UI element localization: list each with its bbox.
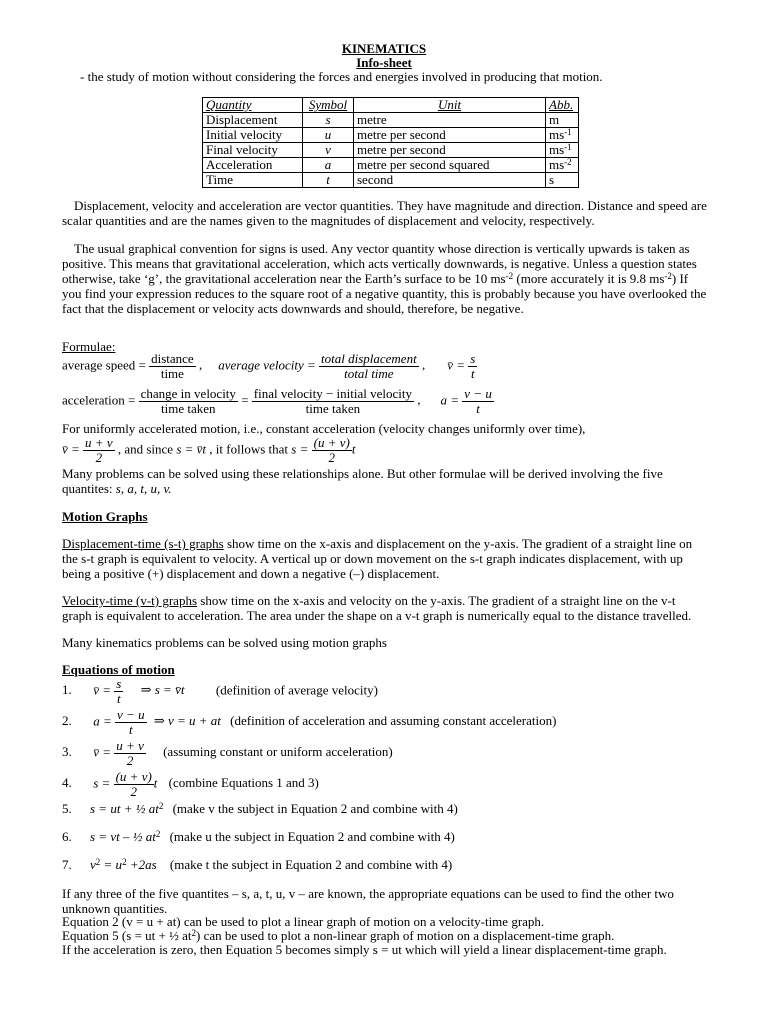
page-title: KINEMATICS	[341, 41, 427, 56]
table-cell: metre per second squared	[354, 158, 546, 173]
intro-text: - the study of motion without considering the forces and energies involved in producing that motion.	[80, 69, 603, 84]
formula-average-velocity: v̄ = $\frac{u + v}{2}$ , and since s = v̄t , it follows that s = $\frac{(u + v)}{2}$ t	[62, 435, 356, 465]
table-cell: second	[354, 173, 546, 188]
table-header-row	[203, 98, 579, 113]
table-header: Unit	[354, 98, 546, 113]
sign-convention-paragraph: The usual graphical convention for signs is used. Any vector quantity whose direction is vertically upwards is taken as positive. This means that gravitational acceleration, which acts vertically downwards, is negative. Unless a question states otherwise, take ‘g’, the gravitational acceleration near the Earth’s surface to be 10 $ms^{-2}$ (more accurately it is 9.8 $ms^{-2}$) If you find your expression reduces to the square root of a negative quantity, this is probably because you have overlooked the fact that the displacement or velocity acts downwards and should, therefore, be negative.	[62, 241, 707, 316]
table-cell: Acceleration	[203, 158, 303, 173]
table-cell: u	[303, 128, 354, 143]
table-cell: Initial velocity	[203, 128, 303, 143]
st-graph-paragraph: Displacement-time (s-t) graphs show time on the x-axis and displacement on the y-axis. The gradient of a straight line on the s-t graph is equivalent to velocity. A vertical up or down movement on the s-t graph indicates displacement, with up being a positive (+) displacement and down a negative (–) displacement.	[62, 536, 693, 581]
equation-4: 4. s = $\frac{(u + v)}{2}$ t (combine Equations 1 and 3)	[62, 769, 319, 799]
equation-3: 3. v̄ = $\frac{u + v}{2}$ (assuming constant or uniform acceleration)	[62, 738, 393, 768]
table-cell: $ms^{-1}$	[546, 128, 579, 143]
table-cell: Displacement	[203, 113, 303, 128]
table-cell: a	[303, 158, 354, 173]
table-header: Symbol	[303, 98, 354, 113]
table-cell: $ms^{-2}$	[546, 158, 579, 173]
equation-6: 6. s = vt – ½ $at^2$ (make u the subject in Equation 2 and combine with 4)	[62, 829, 455, 844]
vt-graph-paragraph: Velocity-time (v-t) graphs show time on the x-axis and velocity on the y-axis. The gradient of a straight line on the v-t graph is equivalent to acceleration. The area under the shape on a v-t graph is numerically equal to the distance travelled.	[62, 593, 692, 623]
table-cell: t	[303, 173, 354, 188]
table-cell: metre	[354, 113, 546, 128]
formula-speed-velocity: average speed = $\frac{\text{distance}}{\text{time}}$ , average velocity = $\frac{\text{total displacement}}{\text{total time}}$ , v̄ = $\frac{s}{t}$	[62, 351, 476, 381]
table-cell: Time	[203, 173, 303, 188]
vector-paragraph: Displacement, velocity and acceleration are vector quantities. They have magnitude and direction. Distance and speed are scalar quantities and are the names given to the magnitudes of displacement and velocity, respectively.	[62, 198, 707, 228]
equation-7: 7. $v^2 = u^2 +2as$ (make t the subject in Equation 2 and combine with 4)	[62, 857, 453, 872]
closing-equation-2: Equation 2 (v = u + at) can be used to plot a linear graph of motion on a velocity-time graph.	[62, 914, 545, 929]
equation-5: 5. s = ut + ½ $at^2$ (make v the subject in Equation 2 and combine with 4)	[62, 801, 458, 816]
quantities-table	[202, 97, 579, 188]
table-row	[203, 113, 579, 128]
motion-graphs-heading: Motion Graphs	[62, 509, 148, 524]
table-header: Quantity	[203, 98, 303, 113]
table-row	[203, 158, 579, 173]
table-row	[203, 173, 579, 188]
closing-equation-5: Equation 5 (s = ut + ½ $at^2$) can be used to plot a non-linear graph of motion on a displacement-time graph.	[62, 928, 615, 943]
table-cell: v	[303, 143, 354, 158]
table-cell: metre per second	[354, 143, 546, 158]
many-problems-text: Many problems can be solved using these relationships alone. But other formulae will be derived involving the five quantites: s, a, t, u, v.	[62, 466, 663, 496]
table-cell: $ms^{-1}$	[546, 143, 579, 158]
formulae-heading: Formulae:	[62, 339, 116, 354]
equations-heading: Equations of motion	[62, 662, 175, 677]
many-kinematics-text: Many kinematics problems can be solved using motion graphs	[62, 635, 387, 650]
table-header: Abb.	[546, 98, 579, 113]
formula-acceleration: acceleration = $\frac{\text{change in velocity}}{\text{time taken}}$ = $\frac{\text{final velocity − initial velocity}}{\text{time taken}}$ , a = $\frac{v - u}{t}$	[62, 386, 492, 416]
page-subtitle: Info-sheet	[356, 55, 412, 70]
table-cell: m	[546, 113, 579, 128]
equation-1: 1. v̄ = $\frac{s}{t}$ ⇒ s = v̄t (definition of average velocity)	[62, 676, 378, 706]
uniform-motion-text: For uniformly accelerated motion, i.e., constant acceleration (velocity changes uniformly over time),	[62, 421, 586, 436]
table-row	[203, 128, 579, 143]
table-cell: s	[546, 173, 579, 188]
closing-known-quantities: If any three of the five quantites – s, a, t, u, v – are known, the appropriate equations can be used to find the other two unknown quantities.	[62, 886, 674, 916]
table-row	[203, 143, 579, 158]
closing-zero-acceleration: If the acceleration is zero, then Equation 5 becomes simply s = ut which will yield a linear displacement-time graph.	[62, 942, 667, 957]
table-cell: s	[303, 113, 354, 128]
table-cell: metre per second	[354, 128, 546, 143]
equation-2: 2. a = $\frac{v - u}{t}$ ⇒ v = u + at (definition of acceleration and assuming constant acceleration)	[62, 707, 557, 737]
table-cell: Final velocity	[203, 143, 303, 158]
